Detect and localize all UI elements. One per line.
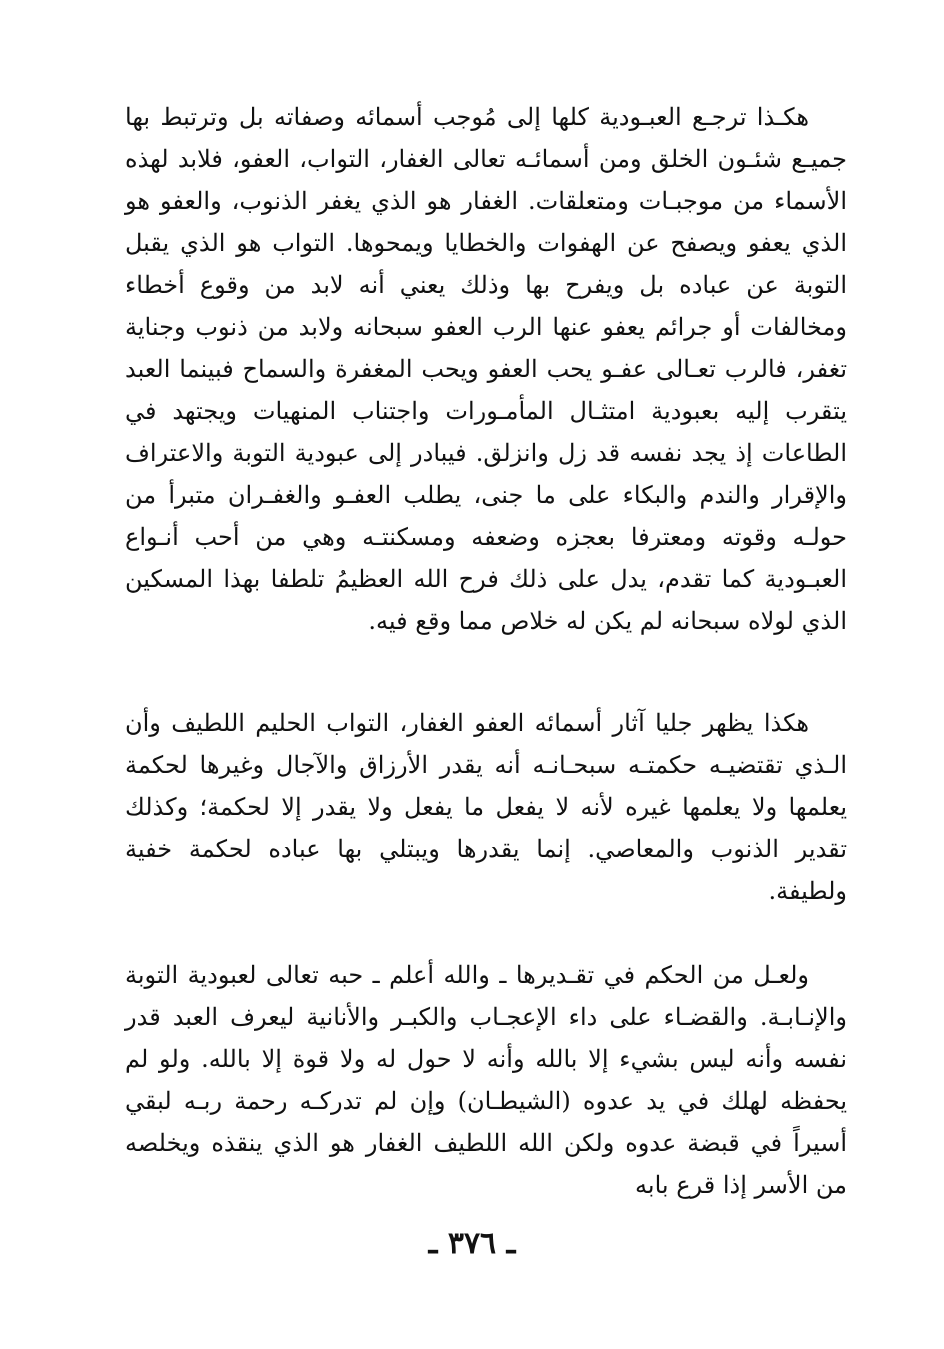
paragraph-1: [125, 96, 847, 642]
page-number: ـ ٣٧٦ ـ: [428, 1226, 516, 1261]
paragraph-3-text: ولعـل من الحكم في تقـديرها ـ والله أعلم ـ حبه تعالى لعبودية التوبة والإنـابـة. والقضـاء على داء الإعجـاب والكبـر والأنانية ليعرف العبد قدر نفسه وأنه ليس بشيء إلا بالله وأنه لا حول له ولا قوة إلا بالله. ولو لم يحفظه لهلك في يد عدوه (الشيطـان) وإن لم تدركـه رحمة ربـه لبقي أسيراً في قبضة عدوه ولكن الله اللطيف الغفار هو الذي ينقذه ويخلصه من الأسر إذا قرع بابه: [125, 961, 847, 1199]
paragraph-3: [125, 954, 847, 1206]
paragraph-2-text: هكذا يظهر جليا آثار أسمائه العفو الغفار، التواب الحليم اللطيف وأن الـذي تقتضيـه حكمتـه سبحـانـه أنه يقدر الأرزاق والآجال وغيرها لحكمة يعلمها ولا يعلمها غيره لأنه لا يفعل ما يفعل ولا يقدر إلا لحكمة؛ وكذلك تقدير الذنوب والمعاصي. إنما يقدرها ويبتلي بها عباده لحكمة خفية ولطيفة.: [125, 709, 847, 905]
paragraph-1-text: هكـذا ترجـع العبـودية كلها إلى مُوجب أسمائه وصفاته بل وترتبط بها جميـع شئـون الخلق ومن أسمائـه تعالى الغفار، التواب، العفو، فلابد لهذه الأسماء من موجبـات ومتعلقات. الغفار هو الذي يغفر الذنوب، والعفو هو الذي يعفو ويصفح عن الهفوات والخطايا ويمحوها. التواب هو الذي يقبل التوبة عن عباده بل ويفرح بها وذلك يعني أنه لابد من وقوع أخطاء ومخالفات أو جرائم يعفو عنها الرب العفو سبحانه ولابد من ذنوب وجناية تغفر، فالرب تعـالى عفـو يحب العفو ويحب المغفرة والسماح فبينما العبد يتقرب إليه بعبودية امتثـال المأمـورات واجتناب المنهيات ويجتهد في الطاعات إذ يجد نفسه قد زل وانزلق. فيبادر إلى عبودية التوبة والاعتراف والإقرار والندم والبكاء على ما جنى، يطلب العفـو والغفـران متبرأ من حولـه وقوته ومعترفا بعجزه وضعفه ومسكنتـه وهي من أحب أنـواع العبـودية كما تقدم، يدل على ذلك فرح الله العظيمُ تلطفا بهذا المسكين الذي لولاه سبحانه لم يكن له خلاص مما وقع فيه.: [125, 103, 848, 635]
paragraph-2: [125, 702, 847, 912]
